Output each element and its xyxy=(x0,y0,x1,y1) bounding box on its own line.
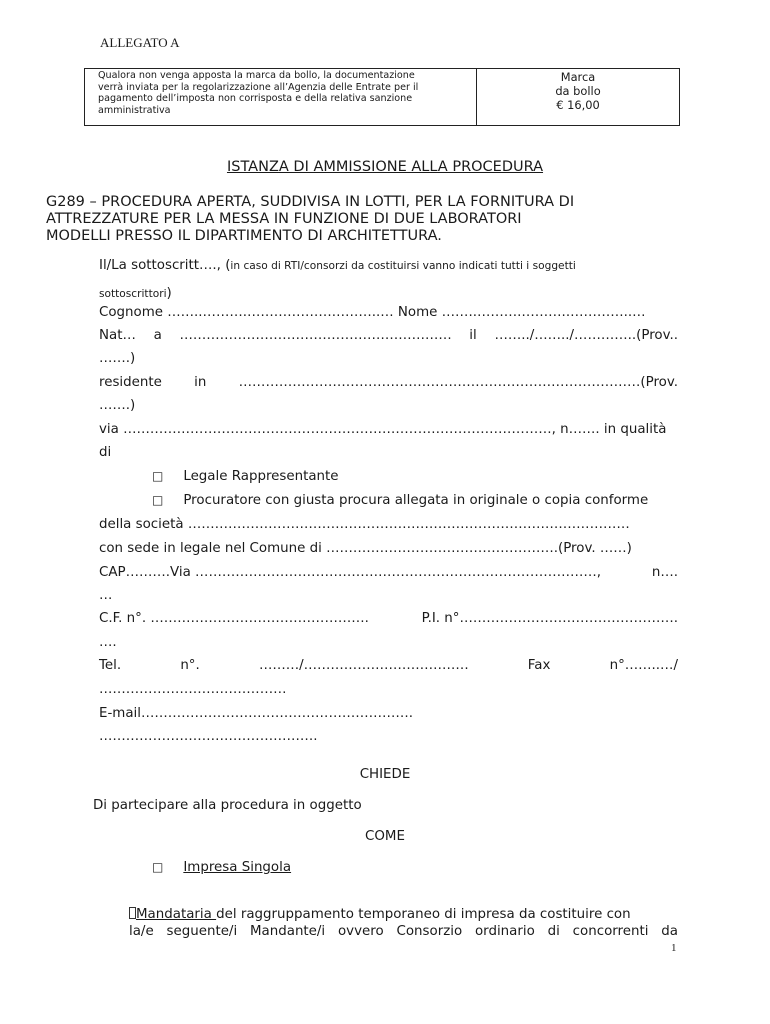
document-title: ISTANZA DI AMMISSIONE ALLA PROCEDURA xyxy=(226,159,544,175)
option-legal-representative[interactable] xyxy=(152,469,339,484)
cap-street-line[interactable] xyxy=(99,565,678,580)
option-label: Legale Rappresentante xyxy=(183,469,339,484)
stamp-notice-line: pagamento dell’imposta non corrisposta e della relativa sanzione xyxy=(98,93,413,104)
checkbox-icon[interactable]: □ xyxy=(152,493,164,507)
mandataria-text: del raggruppamento temporaneo di impresa da costituire con xyxy=(216,907,631,922)
residence-province-field[interactable]: …….) xyxy=(99,398,136,413)
fiscal-code-field[interactable]: C.F. n°. …………………………………………. xyxy=(99,611,369,626)
option-label: Procuratore con giusta procura allegata in originale o copia conforme xyxy=(183,493,649,508)
signatory-note: in caso di RTI/consorzi da costituirsi vanno indicati tutti i soggetti xyxy=(230,260,576,272)
option-mandataria[interactable] xyxy=(129,907,631,922)
tax-codes-line[interactable] xyxy=(99,611,678,626)
request-text: Di partecipare alla procedura in oggetto xyxy=(93,798,362,813)
stamp-notice-line: verrà inviata per la regolarizzazione all’Agenzia delle Entrate per il xyxy=(98,81,419,93)
residence-part: in xyxy=(194,375,207,390)
residence-line[interactable] xyxy=(99,375,678,390)
surname-name-field[interactable]: Cognome ……..……….……………….………..… Nome ……..……….………..…………..… xyxy=(99,305,646,320)
signatory-line-cont xyxy=(99,282,172,301)
fax-field[interactable]: n°……..…/ xyxy=(609,658,678,673)
signatory-note-cont: sottoscrittori xyxy=(99,288,167,300)
checkbox-icon[interactable]: □ xyxy=(152,469,164,483)
phone-number-label: n°. xyxy=(180,658,200,673)
stamp-amount: € 16,00 xyxy=(556,98,600,112)
attachment-label: ALLEGATO A xyxy=(100,35,180,50)
birth-date-field[interactable]: ……../……../…………..(Prov.. xyxy=(494,328,678,343)
residence-field[interactable]: ………………………………………………………………………………(Prov. xyxy=(238,375,678,390)
request-heading: CHIEDE xyxy=(359,767,411,782)
subject-line: G289 – PROCEDURA APERTA, SUDDIVISA IN LOTTI, PER LA FORNITURA DI xyxy=(46,194,575,210)
page-number: 1 xyxy=(671,942,677,954)
street-field-cont: di xyxy=(99,445,112,460)
stamp-label: da bollo xyxy=(555,84,601,98)
stamp-notice-line: amministrativa xyxy=(98,104,171,116)
stamp-label: Marca xyxy=(560,70,596,84)
birth-part: il xyxy=(469,328,477,343)
vat-number-field[interactable]: P.I. n°…………………………………………. xyxy=(421,611,678,626)
birth-line[interactable] xyxy=(99,328,678,343)
option-attorney[interactable] xyxy=(152,493,648,508)
option-label: Impresa Singola xyxy=(183,860,292,875)
registered-office-field[interactable]: con sede in legale nel Comune di …………………………………………….(Prov. ……) xyxy=(99,541,632,556)
street-field[interactable]: via ……………………………………………………………………………………, n……. in qualità xyxy=(99,422,667,437)
fax-field-cont[interactable]: …………………………………… xyxy=(99,682,287,697)
revenue-stamp-box xyxy=(84,68,680,126)
subject-line: ATTREZZATURE PER LA MESSA IN FUNZIONE DI DUE LABORATORI xyxy=(46,211,522,227)
stamp-notice-line: Qualora non venga apposta la marca da bollo, la documentazione xyxy=(98,70,415,81)
signatory-label: Il/La sottoscritt…., ( xyxy=(99,258,231,273)
cap-street-field[interactable]: CAP……….Via ………………………………………………………………………………, xyxy=(99,565,602,580)
checkbox-icon[interactable]: □ xyxy=(152,860,164,874)
stamp-placeholder xyxy=(477,69,679,125)
email-field[interactable]: E-mail……………………………………………………. xyxy=(99,706,414,721)
birth-place-field[interactable]: ……………………………………………………. xyxy=(179,328,452,343)
phone-fax-line[interactable] xyxy=(99,658,678,673)
birth-part: a xyxy=(153,328,162,343)
stamp-notice xyxy=(85,69,477,125)
option-single-company[interactable] xyxy=(152,860,291,875)
as-heading: COME xyxy=(365,829,405,844)
procedure-subject xyxy=(46,194,574,245)
street-number-cont: … xyxy=(99,588,113,603)
subject-line: MODELLI PRESSO IL DIPARTIMENTO DI ARCHITETTURA. xyxy=(46,228,442,244)
fax-label: Fax xyxy=(527,658,551,673)
birth-part: Nat… xyxy=(99,328,136,343)
mandataria-label: Mandataria xyxy=(136,907,217,922)
signatory-line xyxy=(99,258,678,273)
company-field[interactable]: della società ……………………………………………………………………………………… xyxy=(99,517,630,532)
phone-field[interactable]: ………/………………………………. xyxy=(258,658,469,673)
signatory-close: ) xyxy=(166,286,172,301)
email-field-cont[interactable]: …………………………………………. xyxy=(99,729,318,744)
vat-number-cont: …. xyxy=(99,635,117,650)
residence-label: residente xyxy=(99,375,162,390)
mandataria-text-cont: la/e seguente/i Mandante/i ovvero Consorzio ordinario di concorrenti da xyxy=(129,924,678,939)
checkbox-icon[interactable] xyxy=(129,907,136,919)
birth-province-field[interactable]: …….) xyxy=(99,351,136,366)
phone-label: Tel. xyxy=(99,658,122,673)
street-number-field[interactable]: n…. xyxy=(651,565,678,580)
